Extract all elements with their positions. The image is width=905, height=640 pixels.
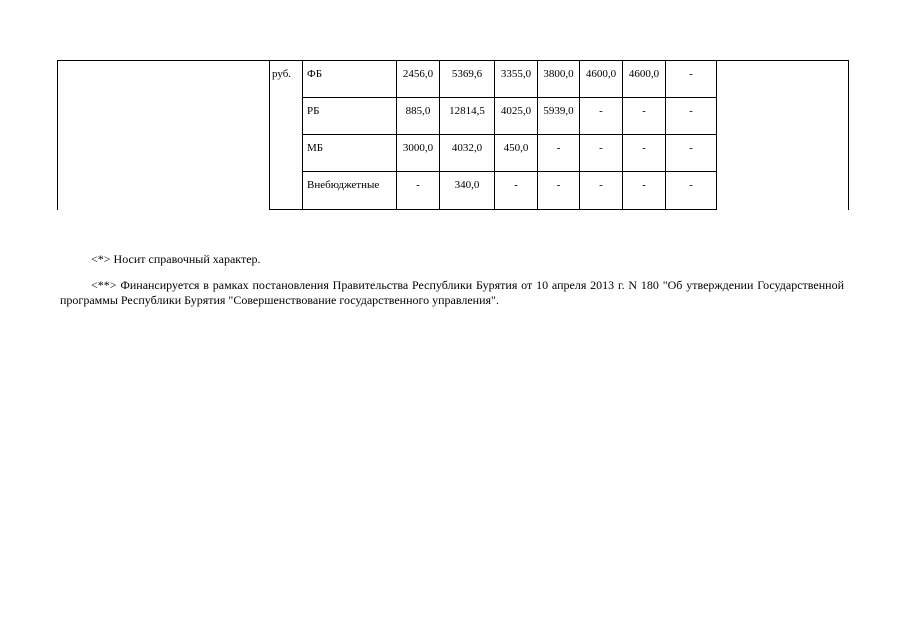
value-cell: - — [623, 172, 666, 210]
footnotes — [60, 252, 844, 319]
value-cell: 4600,0 — [580, 61, 623, 98]
funding-source-cell: МБ — [303, 135, 397, 172]
value-cell: 3800,0 — [538, 61, 580, 98]
value-cell: 2456,0 — [397, 61, 440, 98]
funding-source-cell: ФБ — [303, 61, 397, 98]
budget-table — [57, 60, 849, 210]
value-cell: - — [495, 172, 538, 210]
footnote-reference: <*> Носит справочный характер. — [91, 252, 261, 266]
value-cell: - — [538, 172, 580, 210]
value-cell: 5939,0 — [538, 98, 580, 135]
funding-source-cell: Внебюджетные — [303, 172, 397, 210]
value-cell: - — [623, 98, 666, 135]
value-cell: - — [666, 98, 717, 135]
value-cell: - — [666, 172, 717, 210]
funding-source-cell: РБ — [303, 98, 397, 135]
value-cell: 885,0 — [397, 98, 440, 135]
value-cell: 5369,6 — [440, 61, 495, 98]
value-cell: - — [623, 135, 666, 172]
value-cell: 12814,5 — [440, 98, 495, 135]
value-cell: - — [666, 135, 717, 172]
value-cell: 450,0 — [495, 135, 538, 172]
value-cell: 3000,0 — [397, 135, 440, 172]
value-cell: - — [666, 61, 717, 98]
value-cell: - — [580, 98, 623, 135]
unit-cell: руб. — [270, 61, 303, 210]
value-cell: - — [580, 135, 623, 172]
value-cell: 4025,0 — [495, 98, 538, 135]
program-name-cell — [58, 61, 270, 210]
value-cell: 3355,0 — [495, 61, 538, 98]
table-row — [58, 61, 849, 98]
value-cell: 340,0 — [440, 172, 495, 210]
value-cell: - — [580, 172, 623, 210]
value-cell: - — [397, 172, 440, 210]
value-cell: - — [538, 135, 580, 172]
value-cell: 4600,0 — [623, 61, 666, 98]
footnote-financing: <**> Финансируется в рамках постановления Правительства Республики Бурятия от 10 апреля 2013 г. N 180 "Об утверждении Государственной программы Республики Бурятия "Совершенствование государственного управления". — [60, 278, 844, 307]
notes-cell — [717, 61, 849, 210]
value-cell: 4032,0 — [440, 135, 495, 172]
